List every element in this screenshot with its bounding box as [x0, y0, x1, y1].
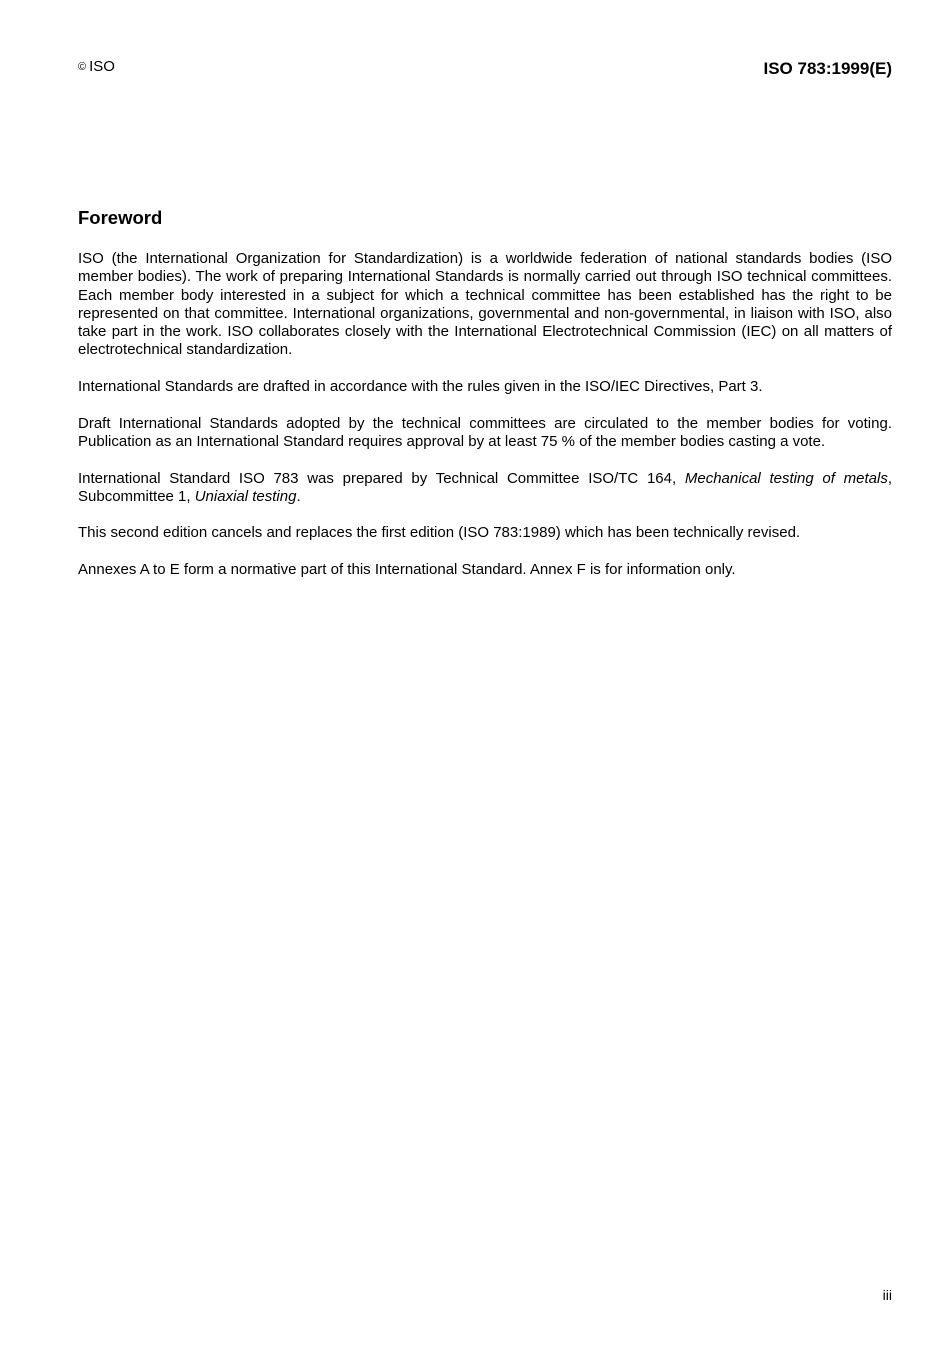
page-number: iii: [882, 1287, 892, 1303]
paragraph-iso-description: ISO (the International Organization for Standardization) is a worldwide federation of national standards bodies (ISO member bodies). The work of preparing International Standards is normally carried out through ISO technical committees. Each member body interested in a subject for which a technical committee has been established has the right to be represented on that committee. International organizations, governmental and non-governmental, in liaison with ISO, also take part in the work. ISO collaborates closely with the International Electrotechnical Commission (IEC) on all matters of electrotechnical standardization.: [78, 250, 892, 359]
preparation-middle: , Subcommittee 1,: [78, 469, 892, 505]
page-title: Foreword: [78, 207, 163, 228]
paragraph-voting: Draft International Standards adopted by the technical committees are circulated to the member bodies for voting. Publication as an International Standard requires approval by at least 75 % of the member bodies casting a vote.: [78, 414, 892, 450]
subcommittee-name: Uniaxial testing: [194, 487, 297, 505]
preparation-suffix: .: [296, 487, 301, 505]
paragraph-preparation: [78, 470, 892, 507]
foreword-body: [78, 250, 892, 598]
document-identifier: ISO 783:1999(E): [763, 59, 892, 78]
paragraph-annexes: Annexes A to E form a normative part of this International Standard. Annex F is for information only.: [78, 561, 736, 579]
copyright-organization: ISO: [89, 58, 115, 75]
paragraph-directives: International Standards are drafted in accordance with the rules given in the ISO/IEC Directives, Part 3.: [78, 378, 763, 396]
preparation-prefix: International Standard ISO 783 was prepared by Technical Committee ISO/TC 164,: [78, 469, 685, 487]
committee-name: Mechanical testing of metals: [684, 469, 888, 487]
paragraph-edition: This second edition cancels and replaces the first edition (ISO 783:1989) which has been technically revised.: [78, 524, 801, 542]
copyright-notice: [78, 58, 115, 75]
copyright-symbol: ©: [78, 61, 87, 73]
